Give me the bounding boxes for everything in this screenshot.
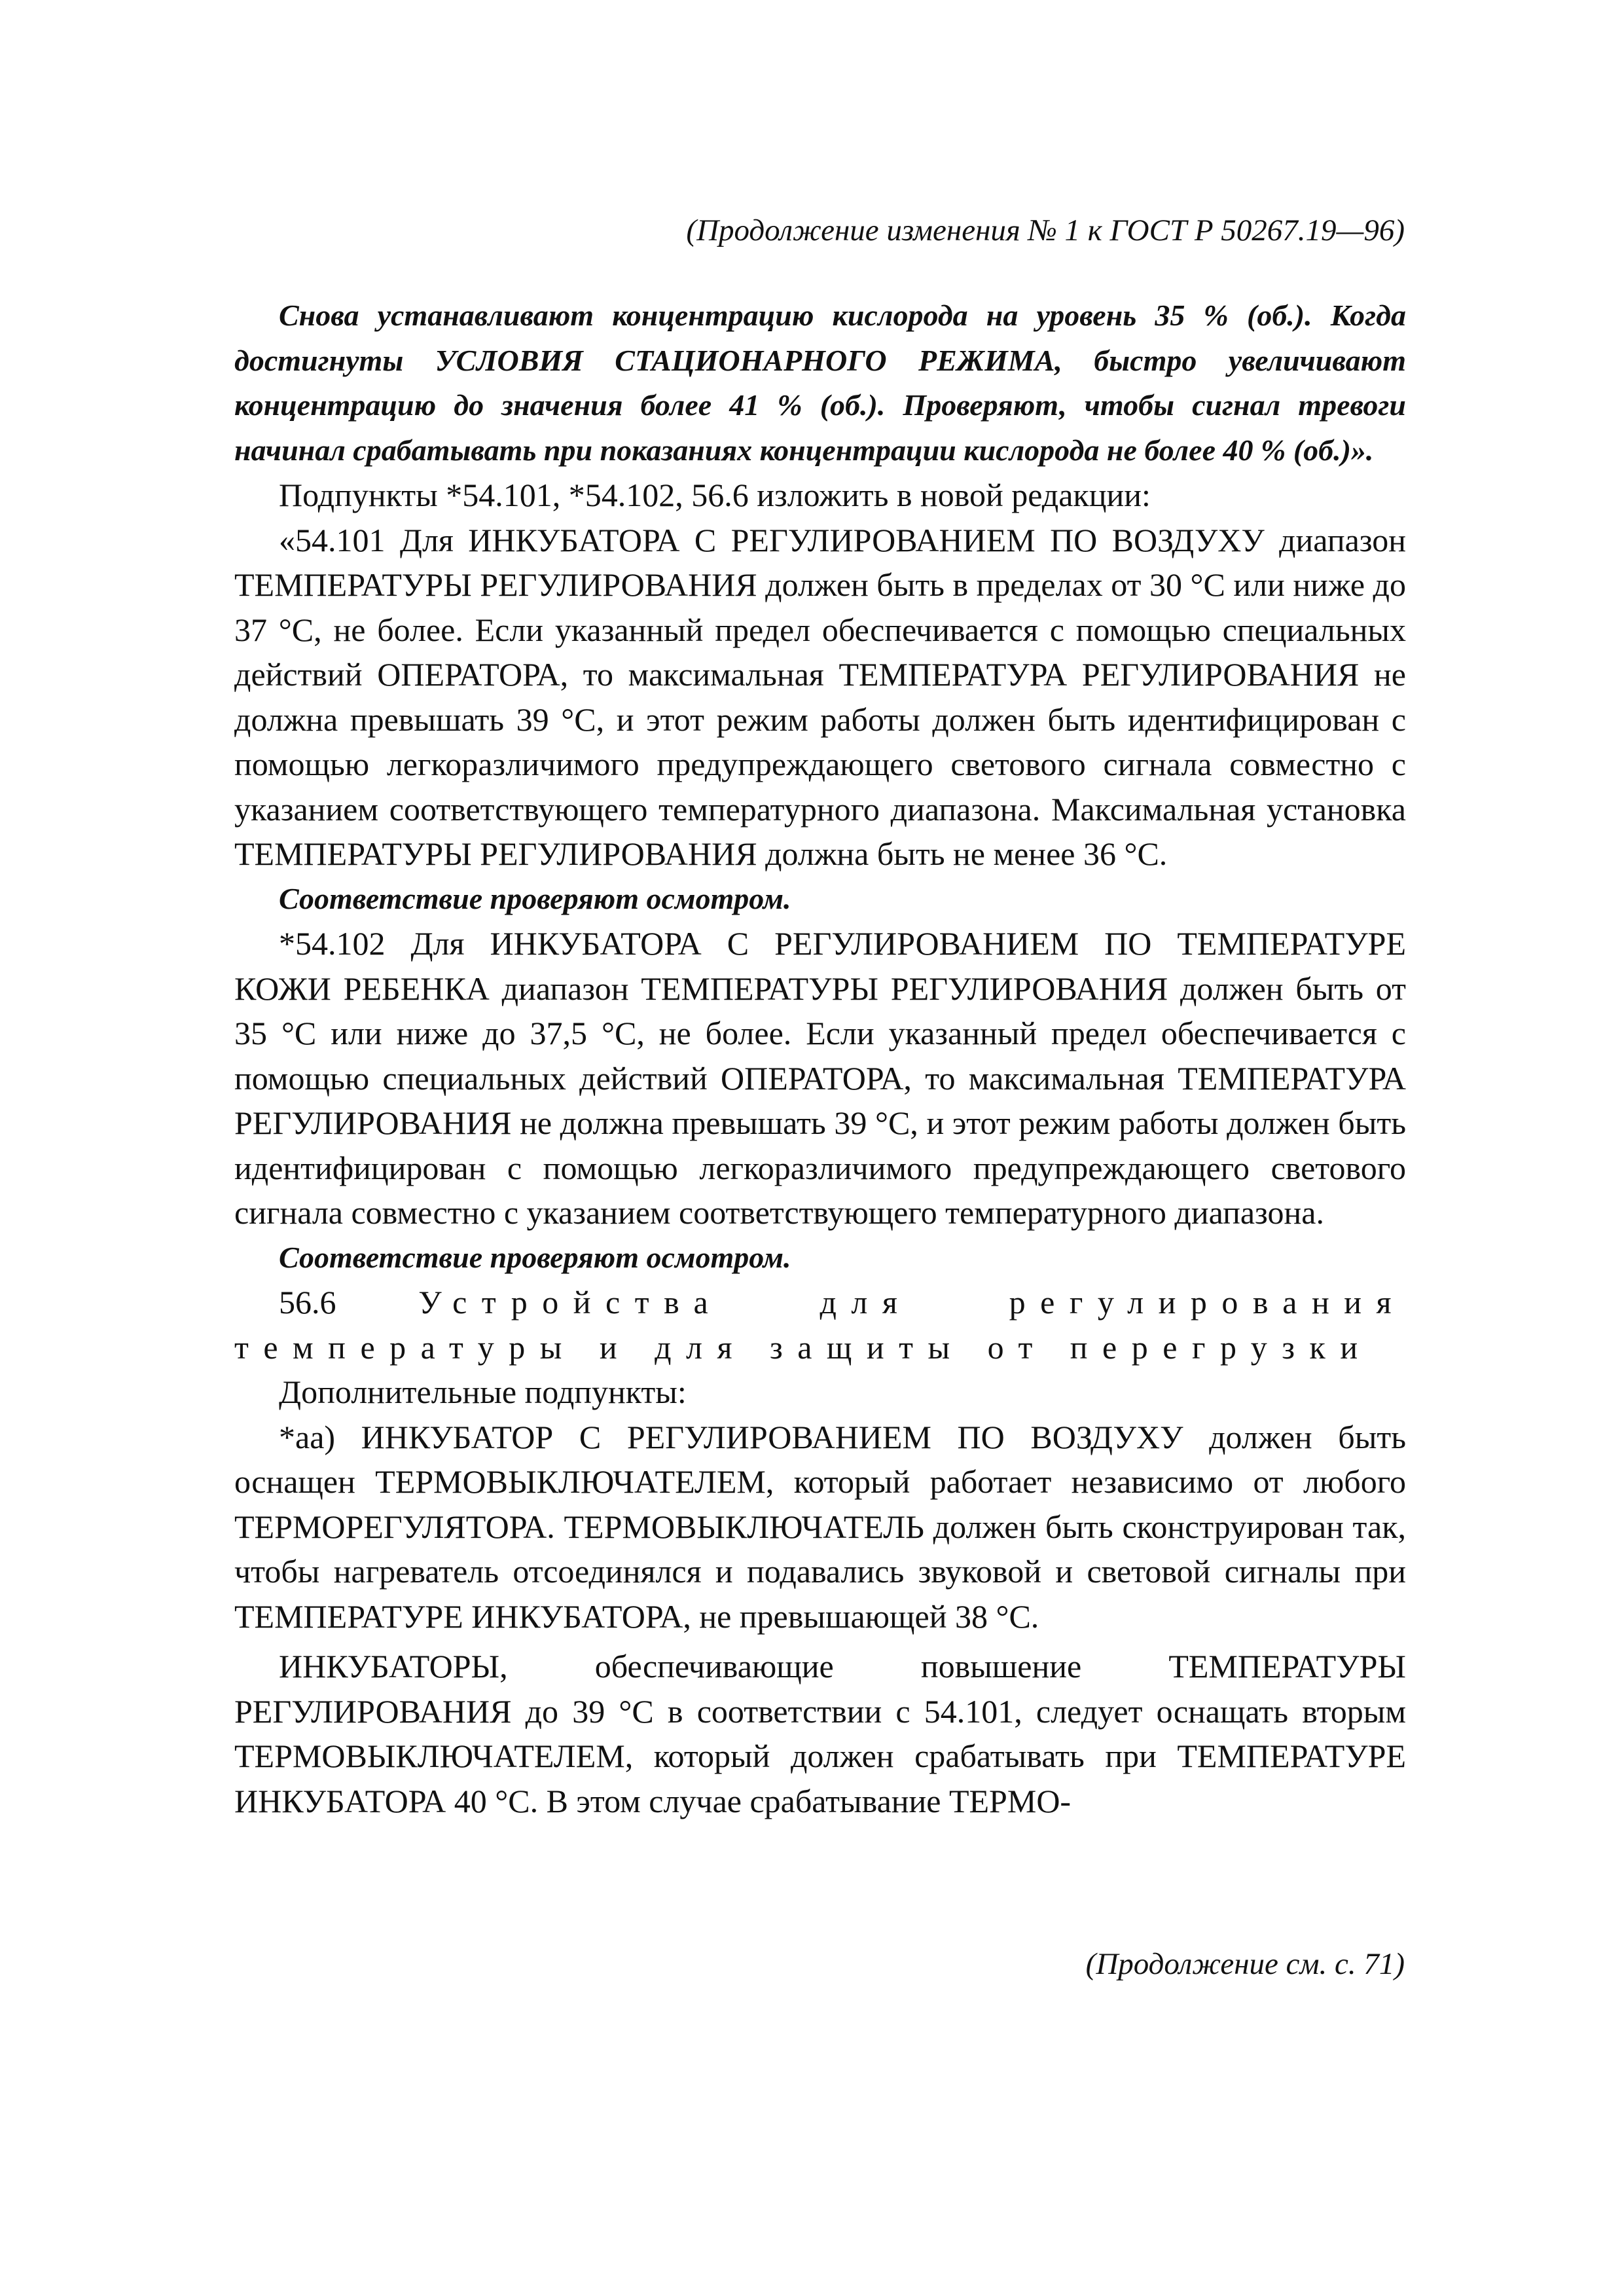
paragraph-additional-subclauses: Дополнительные подпункты:	[279, 1374, 687, 1410]
continuation-footer: (Продолжение см. с. 71)	[1085, 1947, 1405, 1981]
paragraph-aa: *аа) ИНКУБАТОР С РЕГУЛИРОВАНИЕМ ПО ВОЗДУХУ должен быть оснащен ТЕРМОВЫКЛЮЧАТЕЛЕМ, который работает независимо от любого ТЕРМОРЕГУЛЯТОРА. ТЕРМОВЫКЛЮЧАТЕЛЬ должен быть сконструирован так, чтобы нагреватель отсоединялся и подавались звуковой и световой сигналы при ТЕМПЕРАТУРЕ ИНКУБАТОРА, не превышающей 38 °С.	[234, 1418, 1406, 1635]
paragraph-compliance-2: Соответствие проверяют осмотром.	[279, 1240, 791, 1274]
paragraph-incubators: ИНКУБАТОРЫ, обеспечивающие повышение ТЕМПЕРАТУРЫ РЕГУЛИРОВАНИЯ до 39 °С в соответствии с 54.101, следует оснащать вторым ТЕРМОВЫКЛЮЧАТЕЛЕМ, который должен срабатывать при ТЕМПЕРАТУРЕ ИНКУБАТОРА 40 °С. В этом случае срабатывание ТЕРМО-	[234, 1648, 1406, 1819]
paragraph-compliance-1: Соответствие проверяют осмотром.	[279, 881, 791, 915]
paragraph-54-101: «54.101 Для ИНКУБАТОРА С РЕГУЛИРОВАНИЕМ ПО ВОЗДУХУ диапазон ТЕМПЕРАТУРЫ РЕГУЛИРОВАНИЯ должен быть в пределах от 30 °С или ниже до 37 °С, не более. Если указанный предел обеспечивается с помощью специальных действий ОПЕРАТОРА, то максимальная ТЕМПЕРАТУРА РЕГУЛИРОВАНИЯ не должна превышать 39 °С, и этот режим работы должен быть идентифицирован с помощью легкоразличимого предупреждающего светового сигнала совместно с указанием соответствующего температурного диапазона. Максимальная установка ТЕМПЕРАТУРЫ РЕГУЛИРОВАНИЯ должна быть не менее 36 °С.	[234, 521, 1406, 872]
document-body	[234, 293, 1406, 1823]
paragraph-56-6-heading	[234, 1280, 1406, 1370]
paragraph-subclauses-intro: Подпункты *54.101, *54.102, 56.6 изложить в новой редакции:	[279, 477, 1151, 513]
clause-number: 56.6	[279, 1284, 336, 1321]
continuation-header: (Продолжение изменения № 1 к ГОСТ Р 50267.19—96)	[686, 213, 1405, 247]
paragraph-54-102: *54.102 Для ИНКУБАТОРА С РЕГУЛИРОВАНИЕМ ПО ТЕМПЕРАТУРЕ КОЖИ РЕБЕНКА диапазон ТЕМПЕРАТУРЫ РЕГУЛИРОВАНИЯ должен быть от 35 °С или ниже до 37,5 °С, не более. Если указанный предел обеспечивается с помощью специальных действий ОПЕРАТОРА, то максимальная ТЕМПЕРАТУРА РЕГУЛИРОВАНИЯ не должна превышать 39 °С, и этот режим работы должен быть идентифицирован с помощью легкоразличимого предупреждающего светового сигнала совместно с указанием соответствующего температурного диапазона.	[234, 925, 1406, 1231]
clause-title: Устройства для регулирования температуры и для защиты от перегрузки	[234, 1284, 1406, 1366]
paragraph-oxygen-test: Снова устанавливают концентрацию кислорода на уровень 35 % (об.). Когда достигнуты УСЛОВИЯ СТАЦИОНАРНОГО РЕЖИМА, быстро увеличивают концентрацию до значения более 41 % (об.). Проверяют, чтобы сигнал тревоги начинал срабатывать при показаниях концентрации кислорода не более 40 % (об.)».	[234, 299, 1406, 467]
